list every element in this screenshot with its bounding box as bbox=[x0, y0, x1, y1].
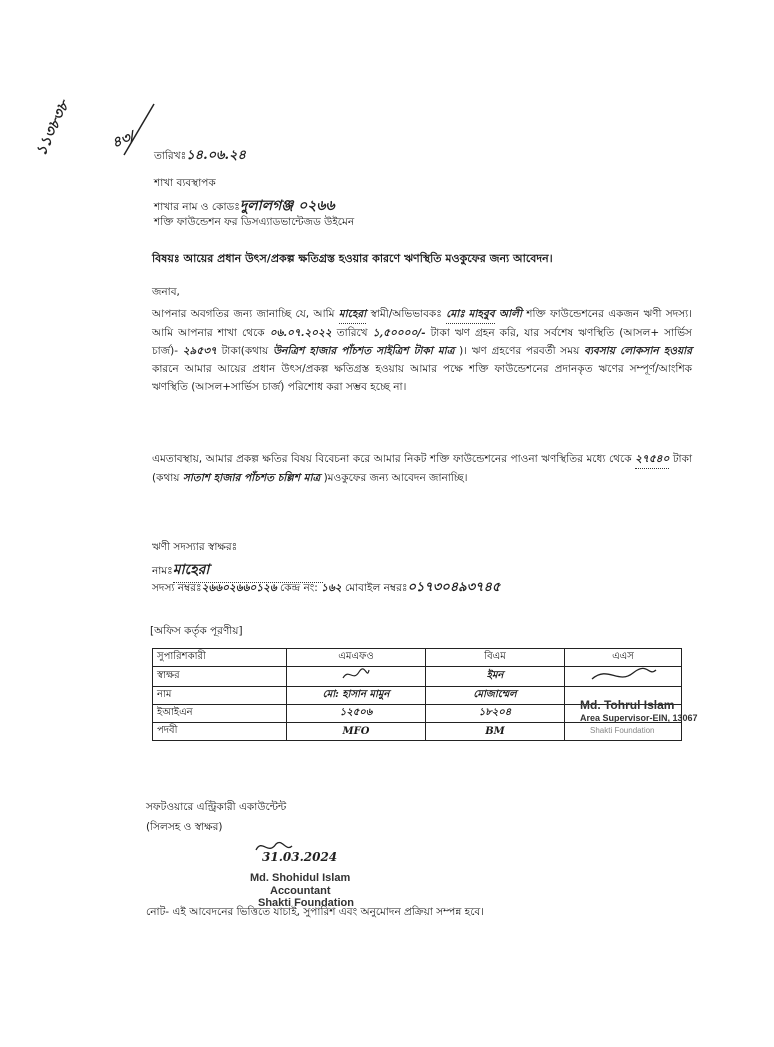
para2-text-1: এমতাবস্থায়, আমার প্রকল্প ক্ষতির বিষয় বিবেচনা করে আমার নিকট শক্তি ফাউন্ডেশনের পাওনা ঋণস্থিতির মধ্যে থেকে bbox=[152, 453, 632, 465]
mobile-number-value: ০১৭৩০৪৯৩৭৪৫ bbox=[407, 580, 501, 595]
branch-value: দুলালগঞ্জ ০২৬৬ bbox=[239, 198, 335, 214]
para1-text-2: স্বামী/অভিভাবকঃ bbox=[370, 308, 442, 320]
waiver-amount: ২৭৫৪০ bbox=[635, 450, 669, 469]
loss-reason: ব্যবসায় লোকসান হওয়ার bbox=[584, 345, 692, 357]
para1-text-7: )। ঋণ গ্রহণের পরবর্তী সময় bbox=[459, 345, 580, 357]
borrower-signature-label: ঋণী সদস্যার স্বাক্ষরঃ bbox=[152, 541, 238, 553]
member-number-label: সদস্য নম্বরঃ bbox=[152, 582, 202, 594]
para1-text-4: তারিখে bbox=[336, 327, 368, 339]
as-signature bbox=[565, 667, 682, 687]
accountant-stamp-title: Accountant bbox=[270, 885, 331, 897]
para1-text-5: টাকা ঋণ গ্রহন করি, যার সর্বশেষ ঋণস্থিতি (আসল+ সার্ভিস চার্জ)- bbox=[152, 327, 692, 357]
row-label: স্বাক্ষর bbox=[153, 667, 287, 687]
accountant-stamp-org: Shakti Foundation bbox=[258, 897, 354, 909]
mobile-number-label: মোবাইল নম্বরঃ bbox=[344, 582, 408, 594]
loan-amount: ১,৫০০০০/- bbox=[372, 327, 426, 339]
guardian-name-2: আলী bbox=[498, 308, 522, 320]
outstanding-in-words: উনত্রিশ হাজার পাঁচশত সাইত্রিশ টাকা মাত্র bbox=[272, 345, 455, 357]
applicant-name: মাহেরা bbox=[339, 305, 366, 324]
subject-line: বিষয়ঃ আয়ের প্রধান উৎস/প্রকল্প ক্ষতিগ্রস্ত হওয়ার কারণে ঋণস্থিতি মওকুফের জন্য আবেদন। bbox=[152, 252, 553, 265]
mfo-name: মো: হাসান মামুন bbox=[287, 687, 426, 705]
para2-text-3: )মওকুফের জন্য আবেদন জানাচ্ছি। bbox=[323, 472, 468, 484]
bm-signature: ইমন bbox=[426, 667, 565, 687]
mfo-ein: ১২৫০৬ bbox=[287, 705, 426, 723]
as-stamp-org: Shakti Foundation bbox=[590, 726, 655, 735]
office-section-title: [অফিস কর্তৃক পূরণীয়] bbox=[150, 625, 243, 637]
accountant-date: 31.03.2024 bbox=[262, 850, 338, 864]
loan-date: ০৬.০৭.২০২২ bbox=[269, 327, 332, 339]
date-line bbox=[154, 146, 246, 167]
bm-designation: BM bbox=[426, 723, 565, 741]
paragraph-2 bbox=[152, 450, 692, 487]
date-label: তারিখঃ bbox=[154, 150, 187, 162]
row-label: ইআইএন bbox=[153, 705, 287, 723]
center-number-label: কেন্দ্র নং: bbox=[280, 582, 318, 594]
header-bm: বিএম bbox=[426, 649, 565, 667]
as-stamp-name: Md. Tohrul Islam bbox=[580, 698, 675, 712]
as-signature-scribble bbox=[588, 667, 658, 683]
guardian-name-1: মোঃ মাহবুব bbox=[446, 305, 494, 324]
accountant-label: সফটওয়ারে এন্ট্রিকারী একাউন্টেন্ট bbox=[146, 801, 287, 813]
para1-text-1: আপনার অবগতির জন্য জানাচ্ছি যে, আমি bbox=[152, 308, 335, 320]
margin-slash-mark bbox=[118, 100, 158, 160]
mfo-designation: MFO bbox=[287, 723, 426, 741]
borrower-ids-line bbox=[152, 578, 500, 599]
bm-name: মোজাম্মেল bbox=[426, 687, 565, 705]
margin-note-left: ১১৩৮৩৮ bbox=[31, 97, 73, 159]
para1-text-6: টাকা(কথায় bbox=[221, 345, 269, 357]
footnote: নোট- এই আবেদনের ভিত্তিতে যাচাই, সুপারিশ এবং অনুমোদন প্রক্রিয়া সম্পন্ন হবে। bbox=[146, 906, 485, 918]
margin-note-right: ৪৩/ bbox=[109, 128, 138, 152]
outstanding-amount: ২৯৫৩৭ bbox=[182, 345, 217, 357]
recipient-line-1: শাখা ব্যবস্থাপক bbox=[154, 177, 216, 189]
row-label: পদবী bbox=[153, 723, 287, 741]
header-recommender: সুপারিশকারী bbox=[153, 649, 287, 667]
borrower-name-value: মাহেরা bbox=[173, 558, 323, 583]
branch-label: শাখার নাম ও কোডঃ bbox=[154, 201, 240, 213]
row-label: নাম bbox=[153, 687, 287, 705]
mfo-signature-scribble bbox=[341, 668, 371, 682]
date-value: ১৪.০৬.২৪ bbox=[186, 148, 246, 163]
para1-text-8: কারনে আমার আয়ের প্রধান উৎস/প্রকল্প ক্ষতিগ্রস্ত হওয়ায় আমার পক্ষে শক্তি ফাউন্ডেশনের প্রদানকৃত ঋণের সম্পূর্ণ/আংশিক ঋণস্থিতি (আসল+সার্ভিস চার্জ) পরিশোধ করা সম্ভব হচ্ছে না। bbox=[152, 363, 692, 393]
mfo-signature bbox=[287, 667, 426, 687]
header-as: এএস bbox=[565, 649, 682, 667]
center-number-value: ১৬২ bbox=[321, 582, 342, 594]
para2-text-2: টাকা (কথায় bbox=[152, 453, 692, 484]
borrower-name-label: নামঃ bbox=[152, 565, 173, 577]
para1-text-3: শক্তি ফাউন্ডেশনের একজন ঋণী সদস্য। আমি আপনার শাখা থেকে bbox=[152, 308, 692, 339]
bm-ein: ১৮২০৪ bbox=[426, 705, 565, 723]
member-number-value: ২৬৬০২৬৬০১২৬ bbox=[201, 582, 277, 594]
recipient-line-3: শক্তি ফাউন্ডেশন ফর ডিসএ্যাডভান্টেজড উইমেন bbox=[154, 216, 355, 228]
table-header-row bbox=[153, 649, 682, 667]
salutation: জনাব, bbox=[152, 286, 180, 298]
waiver-in-words: সাতাশ হাজার পাঁচশত চল্লিশ মাত্র bbox=[182, 472, 321, 484]
paragraph-1 bbox=[152, 305, 692, 396]
table-row bbox=[153, 667, 682, 687]
accountant-stamp-name: Md. Shohidul Islam bbox=[250, 872, 351, 884]
accountant-sublabel: (সিলসহ ও স্বাক্ষর) bbox=[146, 821, 223, 833]
header-mfo: এমএফও bbox=[287, 649, 426, 667]
as-stamp-title: Area Supervisor-EIN, 13067 bbox=[580, 713, 698, 723]
